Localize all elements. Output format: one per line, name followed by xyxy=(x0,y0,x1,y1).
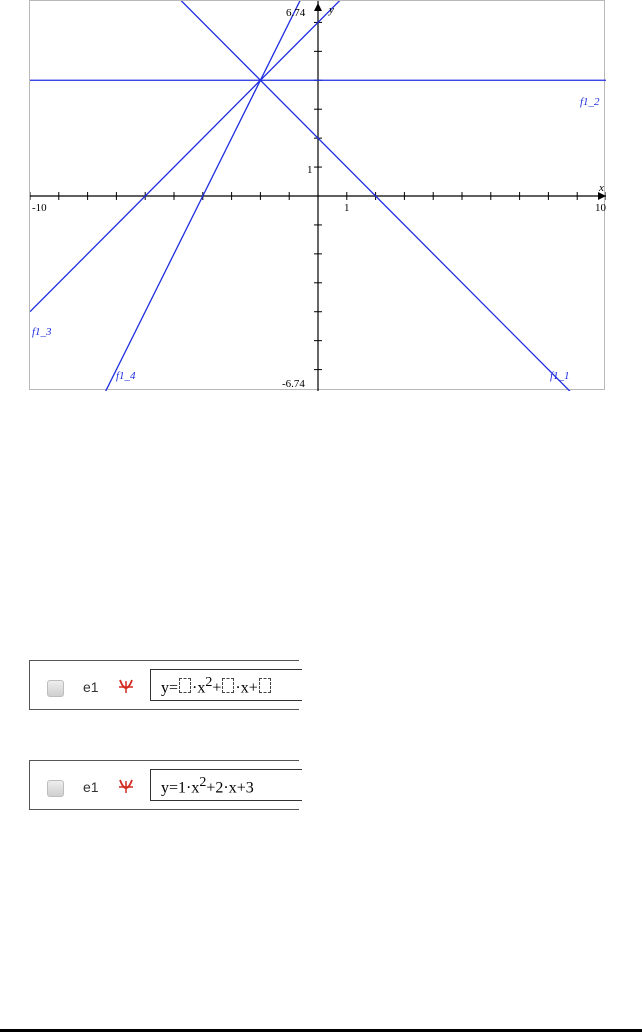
x-max-label: 10 xyxy=(595,202,606,214)
entry-row-template[interactable] xyxy=(29,660,299,710)
y-one-label: 1 xyxy=(307,164,313,176)
page-bottom-rule xyxy=(0,1029,642,1032)
expr-x: ·x xyxy=(192,679,206,697)
expr-suffix: +2·x+3 xyxy=(206,779,254,797)
expression-input[interactable] xyxy=(150,669,302,701)
parabola-icon xyxy=(118,778,134,794)
y-axis-name: y xyxy=(329,4,334,16)
function-label-f1-1: f1_1 xyxy=(550,370,570,382)
graph-plot[interactable] xyxy=(30,1,606,391)
coefficient-b-slot[interactable] xyxy=(222,678,234,693)
y-min-label: -6.74 xyxy=(282,378,305,390)
expr-exponent: 2 xyxy=(205,675,213,690)
x-min-label: -10 xyxy=(32,202,47,214)
expression-input[interactable] xyxy=(150,769,302,801)
expr-lhs: y= xyxy=(161,679,179,697)
y-axis-arrow xyxy=(314,3,322,11)
y-max-label: 6.74 xyxy=(286,7,306,19)
x-axis-name: x xyxy=(599,182,604,194)
function-label-f1-3: f1_3 xyxy=(32,326,52,338)
graph-panel[interactable] xyxy=(29,0,605,390)
x-one-label: 1 xyxy=(344,202,350,214)
expr-exponent: 2 xyxy=(199,775,207,790)
entry-checkbox[interactable] xyxy=(47,780,64,797)
coefficient-c-slot[interactable] xyxy=(259,678,271,693)
expr-x-plus: ·x+ xyxy=(235,679,258,697)
entry-checkbox[interactable] xyxy=(47,680,64,697)
function-label-f1-4: f1_4 xyxy=(116,370,136,382)
coefficient-a-slot[interactable] xyxy=(179,678,191,693)
expr-prefix: y=1·x xyxy=(161,779,200,797)
entry-name: e1 xyxy=(83,679,99,695)
axes xyxy=(30,1,606,391)
function-label-f1-2: f1_2 xyxy=(580,96,600,108)
entry-row-filled[interactable] xyxy=(29,760,299,810)
entry-name: e1 xyxy=(83,779,99,795)
expr-plus: + xyxy=(212,679,222,697)
parabola-icon xyxy=(118,678,134,694)
